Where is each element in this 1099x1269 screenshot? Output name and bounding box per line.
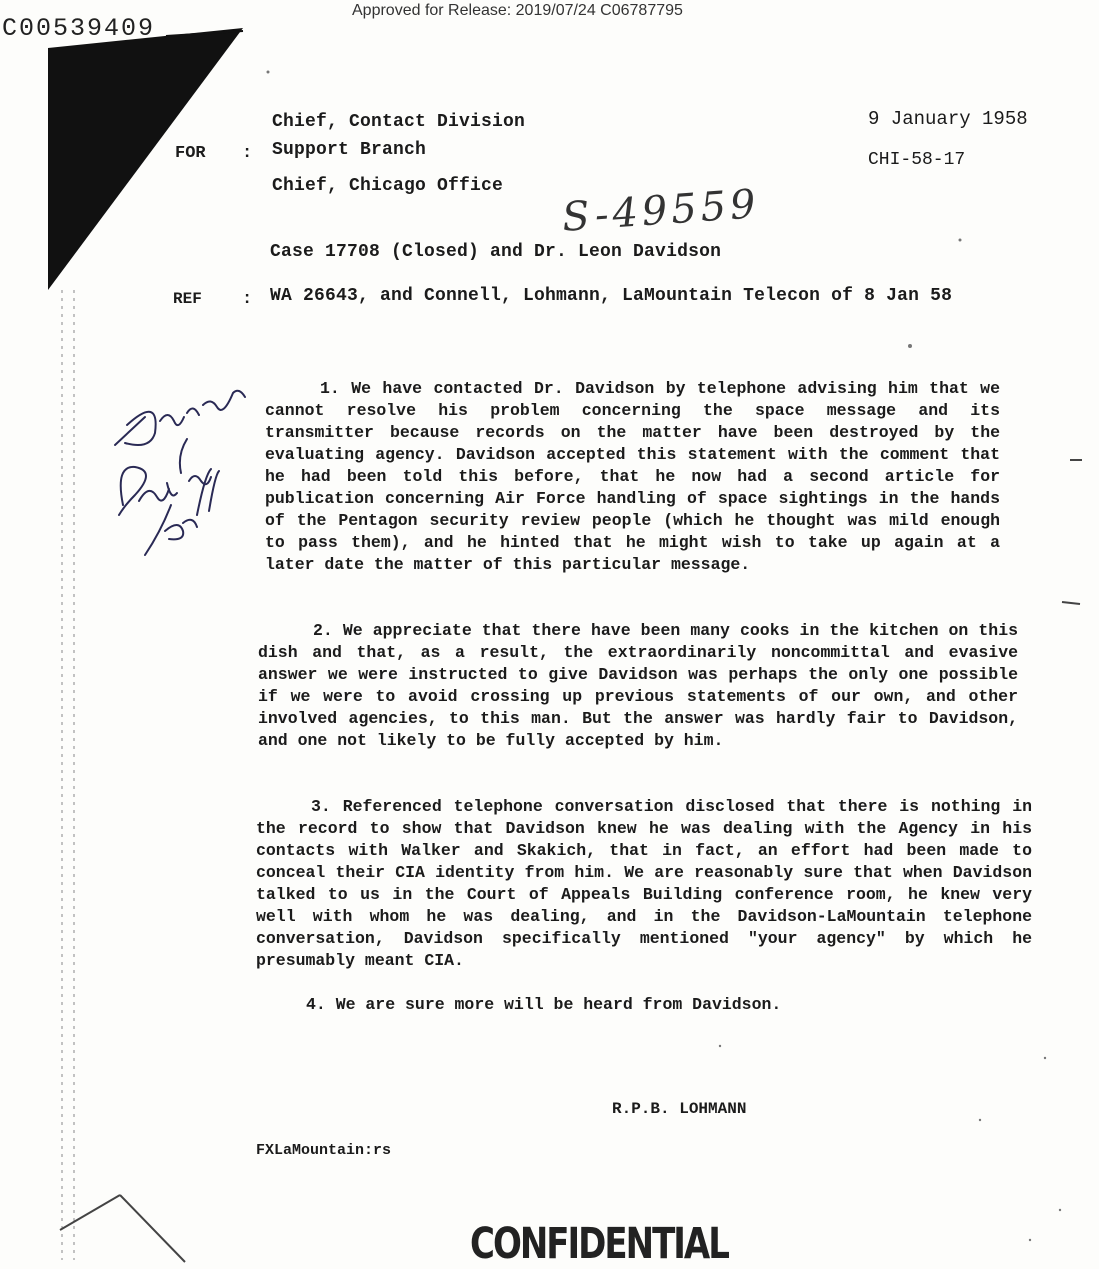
memo-date: 9 January 1958	[868, 108, 1028, 130]
document-id: C00539409	[2, 14, 156, 43]
paragraph-2: 2. We appreciate that there have been many cooks in the kitchen on this dish and that, as a result, the extraordinarily noncommittal and evasive answer we were instructed to give Davidson was perhaps the only one possible if we were to avoid crossing up previous statements of our own, and other involved agencies, to this man. But the answer was hardly fair to Davidson, and one not likely to be fully accepted by him.	[258, 621, 1018, 750]
subject-line: Case 17708 (Closed) and Dr. Leon Davidson	[270, 242, 722, 262]
paragraph-1: 1. We have contacted Dr. Davidson by telephone advising him that we cannot resolve his problem concerning the space message and its transmitter because records on the matter have been destroyed by the evaluating agency. Davidson accepted this statement with the comment that he had been told this before, that he now had a second article for publication concerning Air Force handling of space sightings in the hands of the Pentagon security review people (which he thought was mild enough to pass them), and he hinted that he might wish to take up again at a later date the matter of this particular message.	[265, 379, 1000, 574]
addressee-line: Chief, Contact Division	[272, 112, 526, 132]
for-colon: :	[242, 144, 253, 163]
typist-initials: FXLaMountain:rs	[256, 1142, 392, 1159]
paragraph-3: 3. Referenced telephone conversation disclosed that there is nothing in the record to show that Davidson knew he was dealing with the Agency in his contacts with Walker and Skakich, that in fact, an effort had been made to conceal their CIA identity from him. We are reasonably sure that when Davidson talked to us in the Court of Appeals Building conference room, he knew very well with whom he was dealing, and in the Davidson-LaMountain telephone conversation, Davidson specifically mentioned "your agency" by which he presumably meant CIA.	[256, 797, 1032, 970]
reference-line: WA 26643, and Connell, Lohmann, LaMountain Telecon of 8 Jan 58	[270, 286, 953, 306]
control-number: CHI-58-17	[868, 150, 966, 170]
paragraph-4: 4. We are sure more will be heard from Davidson.	[306, 995, 782, 1014]
ref-colon: :	[242, 290, 253, 309]
redaction-corner-mark	[48, 28, 248, 298]
ref-label: REF	[173, 290, 202, 308]
addressee-line: Support Branch	[272, 140, 427, 160]
handwritten-file-number: S-49559	[560, 181, 762, 241]
handwritten-margin-note	[105, 355, 255, 575]
addressee-line: Chief, Chicago Office	[272, 176, 504, 196]
release-stamp: Approved for Release: 2019/07/24 C06787795	[352, 2, 683, 19]
classification-stamp: CONFIDENTIAL	[470, 1219, 728, 1269]
for-label: FOR	[175, 144, 206, 163]
signature-block: R.P.B. LOHMANN	[612, 1100, 747, 1118]
